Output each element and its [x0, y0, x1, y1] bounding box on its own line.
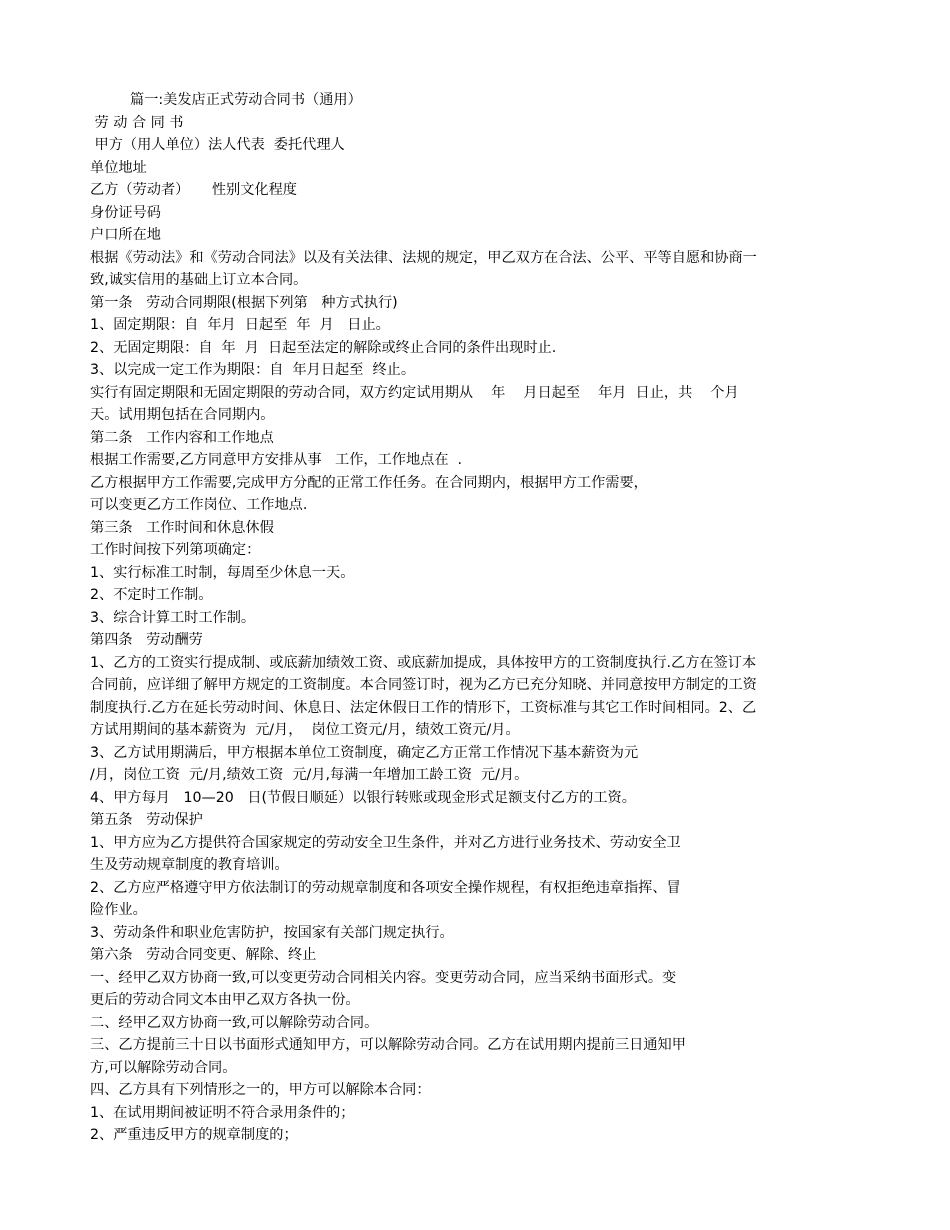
paragraph-line: 3、综合计算工时工作制。 [90, 609, 256, 626]
paragraph-line: 乙方根据甲方工作需要,完成甲方分配的正常工作任务。在合同期内，根据甲方工作需要， [90, 474, 648, 491]
paragraph-line: 生及劳动规章制度的教育培训。 [90, 857, 289, 873]
paragraph-line: 合同前，应详细了解甲方规定的工资制度。本合同签订时，视为乙方已充分知晓、并同意按甲方制定的工资 [90, 677, 757, 693]
party-a-line: 甲方（用人单位）法人代表 委托代理人 [90, 137, 345, 153]
article-heading: 第一条 劳动合同期限(根据下列第 种方式执行) [90, 294, 398, 311]
article-heading: 第六条 劳动合同变更、解除、终止 [90, 947, 317, 963]
document-body [0, 89, 950, 1147]
paragraph-line: 2、乙方应严格遵守甲方依法制订的劳动规章制度和各项安全操作规程，有权拒绝违章指挥、冒 [90, 879, 681, 896]
paragraph-line: 3、劳动条件和职业危害防护，按国家有关部门规定执行。 [90, 924, 454, 941]
paragraph-line: 二、经甲乙双方协商一致,可以解除劳动合同。 [90, 1014, 379, 1031]
paragraph-line: 1、在试用期间被证明不符合录用条件的； [90, 1104, 355, 1121]
paragraph-line: 方,可以解除劳动合同。 [90, 1059, 237, 1076]
paragraph-line: 天。试用期包括在合同期内。 [90, 407, 275, 423]
paragraph-line: 1、固定期限：自 年月 日起至 年 月 日止。 [90, 317, 390, 333]
paragraph-line: 3、以完成一定工作为期限：自 年月日起至 终止。 [90, 362, 416, 378]
paragraph-line: 工作时间按下列第项确定： [90, 542, 261, 558]
paragraph-line: 2、无固定期限：自 年 月 日起至法定的解除或终止合同的条件出现时止. [90, 339, 557, 356]
paragraph-line: 根据《劳动法》和《劳动合同法》以及有关法律、法规的规定，甲乙双方在合法、公平、平等自愿和协商一 [90, 249, 757, 266]
address-line: 单位地址 [90, 159, 147, 176]
paragraph-line: 1、乙方的工资实行提成制、或底薪加绩效工资、或底薪加提成，具体按甲方的工资制度执行.乙方在签订本 [90, 654, 757, 671]
paragraph-line: 制度执行.乙方在延长劳动时间、休息日、法定休假日工作的情形下，工资标准与其它工作时间相同。2、乙 [90, 699, 757, 716]
article-heading: 第五条 劳动保护 [90, 812, 203, 828]
id-number-line: 身份证号码 [90, 204, 161, 221]
contract-heading: 劳 动 合 同 书 [90, 114, 184, 131]
paragraph-line: 可以变更乙方工作岗位、工作地点. [90, 497, 308, 513]
paragraph-line: 4、甲方每月 10—20 日(节假日顺延）以银行转账或现金形式足额支付乙方的工资。 [90, 789, 636, 806]
paragraph-line: 方试用期间的基本薪资为 元/月， 岗位工资元/月，绩效工资元/月。 [90, 722, 520, 738]
paragraph-line: 1、实行标准工时制，每周至少休息一天。 [90, 564, 355, 581]
paragraph-line: 更后的劳动合同文本由甲乙双方各执一份。 [90, 992, 360, 1008]
article-heading: 第三条 工作时间和休息休假 [90, 519, 274, 536]
paragraph-line: 根据工作需要,乙方同意甲方安排从事 工作，工作地点在 . [90, 452, 463, 468]
paragraph-line: 2、不定时工作制。 [90, 587, 213, 603]
paragraph-line: 三、乙方提前三十日以书面形式通知甲方，可以解除劳动合同。乙方在试用期内提前三日通知甲 [90, 1037, 686, 1053]
document-title: 篇一:美发店正式劳动合同书（通用） [130, 92, 362, 108]
paragraph-line: 2、严重违反甲方的规章制度的； [90, 1127, 298, 1143]
party-b-line: 乙方（劳动者） 性别文化程度 [90, 182, 297, 198]
paragraph-line: 致,诚实信用的基础上订立本合同。 [90, 272, 308, 288]
article-heading: 第二条 工作内容和工作地点 [90, 429, 274, 446]
paragraph-line: 四、乙方具有下列情形之一的，甲方可以解除本合同： [90, 1082, 431, 1098]
paragraph-line: 3、乙方试用期满后，甲方根据本单位工资制度，确定乙方正常工作情况下基本薪资为元 [90, 744, 639, 761]
paragraph-line: 实行有固定期限和无固定期限的劳动合同，双方约定试用期从 年 月日起至 年月 日止，共 个月 [90, 384, 739, 401]
paragraph-line: /月，岗位工资 元/月,绩效工资 元/月,每满一年增加工龄工资 元/月。 [90, 767, 529, 783]
paragraph-line: 1、甲方应为乙方提供符合国家规定的劳动安全卫生条件，并对乙方进行业务技术、劳动安全卫 [90, 834, 681, 851]
article-heading: 第四条 劳动酬劳 [90, 632, 203, 648]
paragraph-line: 险作业。 [90, 902, 147, 918]
paragraph-line: 一、经甲乙双方协商一致,可以变更劳动合同相关内容。变更劳动合同，应当采纳书面形式。变 [90, 969, 677, 986]
household-line: 户口所在地 [90, 227, 161, 243]
